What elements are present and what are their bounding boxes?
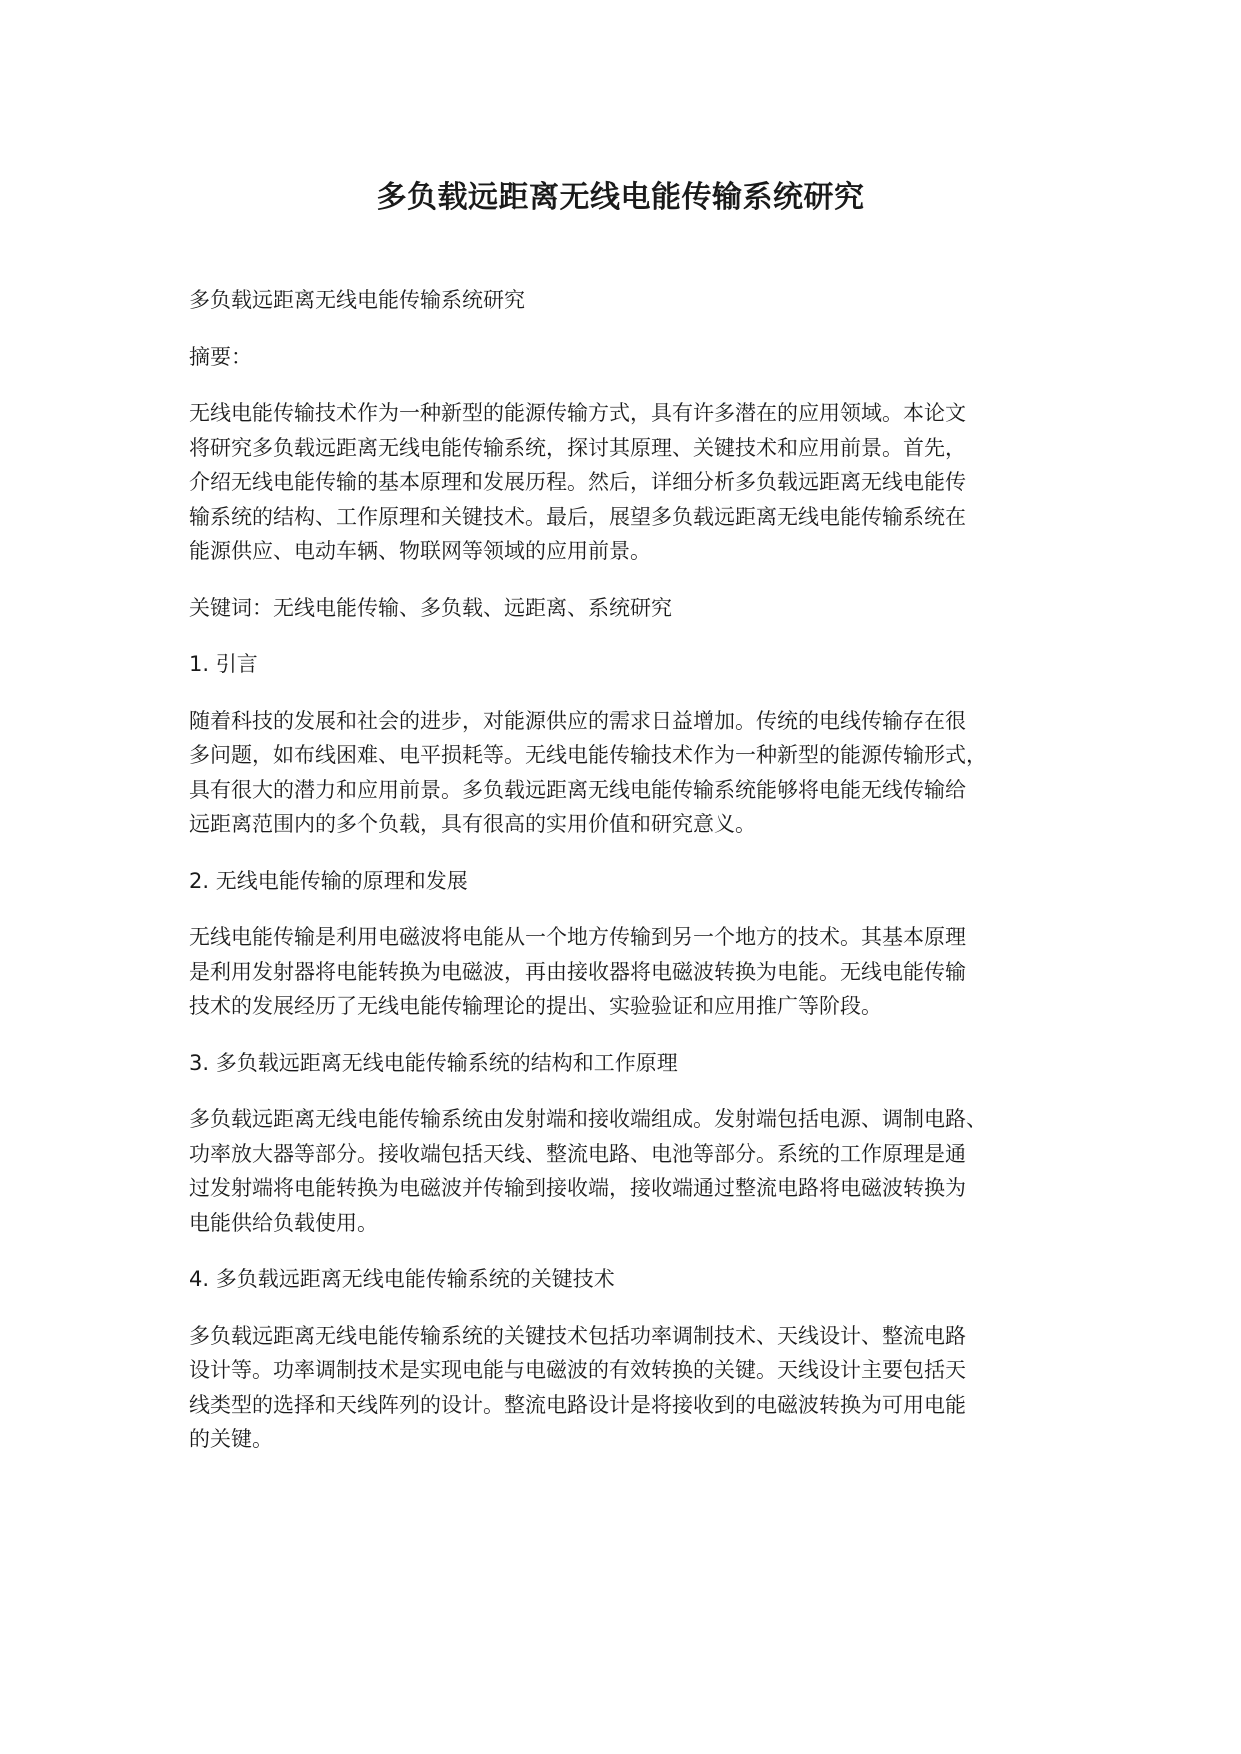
subtitle-paragraph: 多负载远距离无线电能传输系统研究 [189, 288, 525, 312]
abstract-heading: 摘要： [189, 344, 252, 369]
section-paragraph-2: 无线电能传输是利用电磁波将电能从一个地方传输到另一个地方的技术。其基本原理 是利用发射器将电能转换为电磁波，再由接收器将电磁波转换为电能。无线电能传输 技术的发展经历了无线电能传输理论的提出、实验验证和应用推广等阶段。 [189, 925, 966, 1018]
section-paragraph-3: 多负载远距离无线电能传输系统由发射端和接收端组成。发射端包括电源、调制电路、 功率放大器等部分。接收端包括天线、整流电路、电池等部分。系统的工作原理是通 过发射端将电能转换为电磁波并传输到接收端，接收端通过整流电路将电磁波转换为 电能供给负载使用。 [189, 1107, 987, 1235]
section-paragraph-4: 多负载远距离无线电能传输系统的关键技术包括功率调制技术、天线设计、整流电路 设计等。功率调制技术是实现电能与电磁波的有效转换的关键。天线设计主要包括天 线类型的选择和天线阵列的设计。整流电路设计是将接收到的电磁波转换为可用电能 的关键。 [189, 1323, 966, 1451]
section-heading-2: 2. 无线电能传输的原理和发展 [189, 868, 468, 893]
section-heading-4: 4. 多负载远距离无线电能传输系统的关键技术 [189, 1267, 615, 1291]
abstract-paragraph: 无线电能传输技术作为一种新型的能源传输方式，具有许多潜在的应用领域。本论文 将研究多负载远距离无线电能传输系统，探讨其原理、关键技术和应用前景。首先， 介绍无线电能传输的基本原理和发展历程。然后，详细分析多负载远距离无线电能传 输系统的结构、工作原理和关键技术。最后，展望多负载远距离无线电能传输系统在 能源供应、电动车辆、物联网等领域的应用前景。 [189, 401, 966, 563]
keywords-paragraph: 关键词：无线电能传输、多负载、远距离、系统研究 [189, 595, 672, 620]
document-body [189, 283, 1069, 1457]
section-paragraph-1: 随着科技的发展和社会的进步，对能源供应的需求日益增加。传统的电线传输存在很 多问题，如布线困难、电平损耗等。无线电能传输技术作为一种新型的能源传输形式， 具有很大的潜力和应用前景。多负载远距离无线电能传输系统能够将电能无线传输给 远距离范围内的多个负载，具有很高的实用价值和研究意义。 [189, 708, 987, 836]
section-heading-1: 1. 引言 [189, 652, 258, 676]
document-title: 多负载远距离无线电能传输系统研究 [376, 180, 865, 215]
section-heading-3: 3. 多负载远距离无线电能传输系统的结构和工作原理 [189, 1050, 678, 1075]
